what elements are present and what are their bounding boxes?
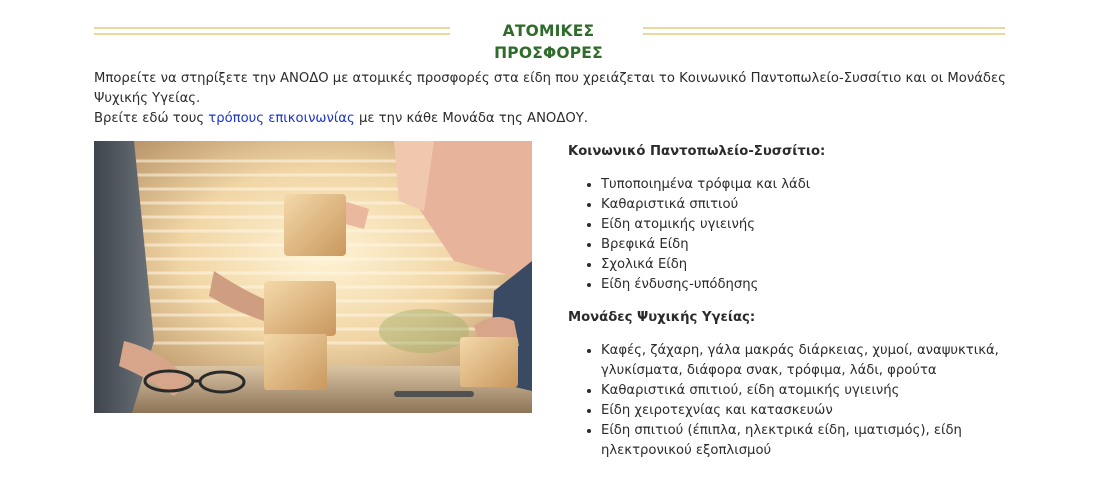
- list-title-social-grocery: Κοινωνικό Παντοπωλείο-Συσσίτιο:: [568, 144, 826, 159]
- heading-rule-right: [643, 27, 1005, 35]
- heading-rule-left: [94, 27, 450, 35]
- list-item: • Καθαριστικά σπιτιού, είδη ατομικής υγιεινής: [601, 381, 1028, 401]
- intro-text: [94, 69, 1054, 129]
- list-item: • Είδη ένδυσης-υπόδησης: [601, 275, 1028, 295]
- list-item: • Είδη ατομικής υγιεινής: [601, 215, 1028, 235]
- list-item: • Βρεφικά Είδη: [601, 235, 1028, 255]
- list-title-mental-health: Μονάδες Ψυχικής Υγείας:: [568, 310, 756, 325]
- list-item: • Τυποποιημένα τρόφιμα και λάδι: [601, 175, 1028, 195]
- list-item: • Είδη χειροτεχνίας και κατασκευών: [601, 401, 1028, 421]
- intro-line-1: Μπορείτε να στηρίξετε την ΑΝΟΔΟ με ατομικές προσφορές στα είδη που χρειάζεται το Κοινωνικό Παντοπωλείο-Συσσίτιο και οι Μονάδες Ψυχικής Υγείας.: [94, 71, 1006, 106]
- mental-health-list: [568, 341, 1028, 461]
- intro-line-2-start: Βρείτε εδώ τους: [94, 111, 209, 126]
- list-item: • Σχολικά Είδη: [601, 255, 1028, 275]
- intro-line-2: [94, 109, 1054, 129]
- page-title: ΑΤΟΜΙΚΕΣ ΠΡΟΣΦΟΡΕΣ: [494, 22, 603, 62]
- list-item: • Καθαριστικά σπιτιού: [601, 195, 1028, 215]
- section-heading: [94, 20, 1005, 62]
- list-item: • Καφές, ζάχαρη, γάλα μακράς διάρκειας, χυμοί, αναψυκτικά, γλυκίσματα, διάφορα σνακ, τρόφιμα, λάδι, φρούτα: [601, 341, 1028, 381]
- contact-methods-link[interactable]: τρόπους επικοινωνίας: [208, 111, 355, 126]
- donation-lists: [568, 141, 1028, 473]
- intro-line-2-end: με την κάθε Μονάδα της ΑΝΟΔΟΥ.: [354, 111, 588, 126]
- list-item: • Είδη σπιτιού (έπιπλα, ηλεκτρικά είδη, ιματισμός), είδη ηλεκτρονικού εξοπλισμού: [601, 421, 1028, 461]
- social-grocery-list: [568, 175, 1028, 295]
- hands-stacking-blocks-image: [94, 141, 532, 413]
